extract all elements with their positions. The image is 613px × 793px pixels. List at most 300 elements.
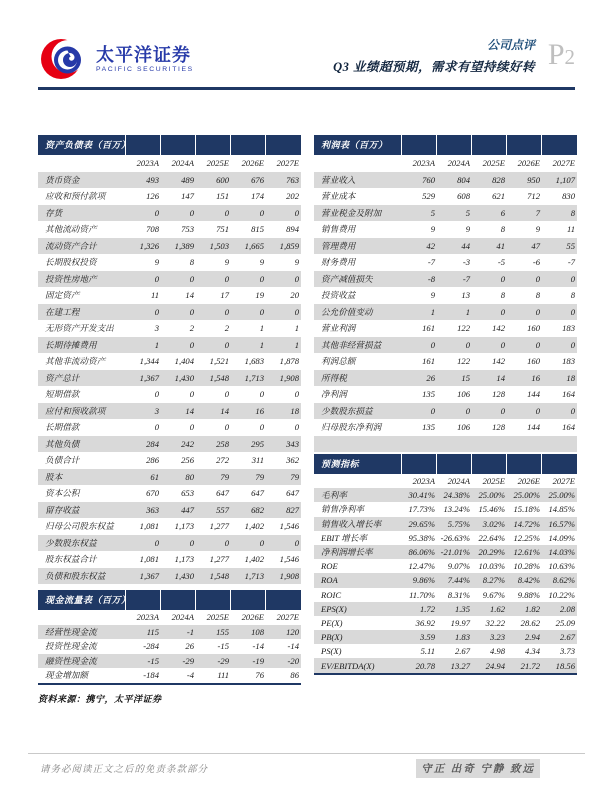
cell-value: 95.38% xyxy=(408,532,435,543)
row-label: ROA xyxy=(321,575,338,586)
cell-value: 135 xyxy=(422,422,435,433)
cell-value: 13.24% xyxy=(443,504,470,515)
cell-value: 16 xyxy=(531,372,540,383)
cell-value: 11 xyxy=(151,290,159,301)
cell-value: 11.70% xyxy=(409,589,435,600)
table-row xyxy=(38,419,301,436)
cell-value: 3.23 xyxy=(489,632,505,643)
row-label: 无形资产开发支出 xyxy=(45,323,114,334)
table-row xyxy=(314,488,577,502)
year-cell: 2023A xyxy=(136,158,159,169)
year-cell: 2023A xyxy=(412,476,435,487)
title-bar-cell xyxy=(196,590,231,610)
title-bar-cell xyxy=(38,135,131,155)
cell-value: 1 xyxy=(294,323,299,334)
cell-value: 708 xyxy=(146,224,159,235)
cell-value: 2.67 xyxy=(559,632,575,643)
cell-value: 1 xyxy=(154,339,159,350)
report-category: 公司点评 xyxy=(486,38,535,52)
cell-value: 122 xyxy=(457,356,470,367)
cell-value: -14 xyxy=(252,641,264,652)
table-row xyxy=(314,436,577,453)
cell-value: 9 xyxy=(154,257,159,268)
table-row xyxy=(314,588,577,602)
cell-value: 9.86% xyxy=(412,575,435,586)
cell-value: 815 xyxy=(251,224,264,235)
title-bar-cell xyxy=(542,135,577,155)
cell-value: 9 xyxy=(430,290,435,301)
year-cell: 2024A xyxy=(447,158,470,169)
cell-value: -21.01% xyxy=(440,547,470,558)
table-row xyxy=(314,419,577,436)
cell-value: 76 xyxy=(255,670,264,681)
year-cell: 2027E xyxy=(276,612,299,623)
cell-value: 1,908 xyxy=(279,570,299,581)
row-label: 毛利率 xyxy=(321,490,347,501)
cell-value: 1,173 xyxy=(174,521,194,532)
row-label: 营业收入 xyxy=(321,174,356,185)
cell-value: 0 xyxy=(189,422,194,433)
cell-value: 272 xyxy=(216,455,229,466)
cell-value: 155 xyxy=(216,626,229,637)
cell-value: 128 xyxy=(492,422,505,433)
table-row xyxy=(314,616,577,630)
cell-value: 0 xyxy=(189,389,194,400)
title-bar-cell xyxy=(161,590,196,610)
table-row xyxy=(314,271,577,288)
cell-value: 2.08 xyxy=(559,603,575,614)
cell-value: 0 xyxy=(224,389,229,400)
cash-flow-table xyxy=(38,590,301,685)
cell-value: 7 xyxy=(535,207,540,218)
cell-value: 827 xyxy=(286,504,299,515)
cell-value: 1,683 xyxy=(244,356,264,367)
table-row xyxy=(38,502,301,519)
cell-value: 5.11 xyxy=(420,646,435,657)
cell-value: 1,404 xyxy=(174,356,194,367)
report-title: Q3 业绩超预期，需求有望持续好转 xyxy=(333,60,535,74)
row-label: 管理费用 xyxy=(321,240,356,251)
footer-rule xyxy=(28,753,585,754)
year-header-row xyxy=(38,155,301,172)
title-bar-cell xyxy=(266,590,301,610)
cell-value: 86.06% xyxy=(408,547,435,558)
cell-value: 14.85% xyxy=(548,504,575,515)
table-row xyxy=(314,630,577,644)
row-label: 存货 xyxy=(45,207,63,218)
cell-value: 1,713 xyxy=(244,570,264,581)
row-label: 现金增加额 xyxy=(45,670,88,681)
cell-value: 13.27 xyxy=(450,660,470,671)
income-statement-table xyxy=(314,135,577,452)
year-cell: 2025E xyxy=(206,158,229,169)
table-title: 资产负债表（百万） xyxy=(45,140,131,150)
table-row xyxy=(314,644,577,658)
row-label: 资产总计 xyxy=(45,372,80,383)
cell-value: 1,546 xyxy=(279,554,299,565)
cell-value: 161 xyxy=(422,356,435,367)
row-label: 固定资产 xyxy=(45,290,80,301)
table-row xyxy=(314,370,577,387)
row-label: 净利润 xyxy=(321,389,347,400)
title-bar-cell xyxy=(314,135,402,155)
year-cell: 2026E xyxy=(241,612,264,623)
cell-value: 0 xyxy=(224,273,229,284)
cell-value: 676 xyxy=(251,174,264,185)
cell-value: 16 xyxy=(255,405,264,416)
cell-value: -19 xyxy=(252,655,264,666)
cell-value: 0 xyxy=(570,273,575,284)
cell-value: 493 xyxy=(146,174,159,185)
row-label: EV/EBITDA(X) xyxy=(321,660,375,671)
cell-value: -29 xyxy=(217,655,229,666)
year-cell: 2023A xyxy=(136,612,159,623)
cell-value: 9.67% xyxy=(482,589,505,600)
table-row xyxy=(38,221,301,238)
cell-value: 10.63% xyxy=(548,561,575,572)
cell-value: 174 xyxy=(251,191,264,202)
cell-value: 0 xyxy=(294,537,299,548)
year-cell: 2027E xyxy=(552,158,575,169)
cell-value: 0 xyxy=(224,207,229,218)
cell-value: 25.00% xyxy=(548,490,575,501)
cell-value: 36.92 xyxy=(415,617,435,628)
row-label: 股东权益合计 xyxy=(45,554,97,565)
cell-value: 14.09% xyxy=(548,532,575,543)
row-label: 少数股东损益 xyxy=(321,405,373,416)
row-label: 公允价值变动 xyxy=(321,306,373,317)
table-row xyxy=(314,517,577,531)
row-label: 应付和预收款项 xyxy=(45,405,106,416)
cell-value: 9 xyxy=(259,257,264,268)
table-row xyxy=(38,654,301,669)
cell-value: 18 xyxy=(290,405,299,416)
cell-value: 1,878 xyxy=(279,356,299,367)
cell-value: 14 xyxy=(185,405,194,416)
cell-value: 1,326 xyxy=(139,240,159,251)
cell-value: -15 xyxy=(217,641,229,652)
cell-value: 15.46% xyxy=(478,504,505,515)
row-label: 长期待摊费用 xyxy=(45,339,97,350)
logo-text xyxy=(96,45,194,74)
row-label: ROIC xyxy=(321,589,342,600)
cell-value: 284 xyxy=(146,438,159,449)
cell-value: 1 xyxy=(294,339,299,350)
table-title: 预测指标 xyxy=(321,459,360,469)
table-row xyxy=(38,518,301,535)
table-title: 现金流量表（百万） xyxy=(45,595,131,605)
cell-value: 0 xyxy=(430,339,435,350)
cell-value: 128 xyxy=(492,389,505,400)
title-bar-cell xyxy=(402,135,437,155)
cell-value: 183 xyxy=(562,356,575,367)
cell-value: 106 xyxy=(457,422,470,433)
right-column xyxy=(314,135,577,675)
row-label: 营业成本 xyxy=(321,191,356,202)
row-label: 所得税 xyxy=(321,372,347,383)
cell-value: 0 xyxy=(430,405,435,416)
table-row xyxy=(314,602,577,616)
cell-value: 24.38% xyxy=(443,490,470,501)
cell-value: 8 xyxy=(570,207,575,218)
cell-value: 151 xyxy=(216,191,229,202)
year-header-row xyxy=(314,474,577,488)
cell-value: 1.72 xyxy=(419,603,435,614)
cell-value: 8.42% xyxy=(517,575,540,586)
cell-value: 120 xyxy=(286,626,299,637)
table-row xyxy=(314,531,577,545)
cell-value: 5 xyxy=(465,207,470,218)
cell-value: 1,402 xyxy=(244,554,264,565)
cell-value: 9 xyxy=(430,224,435,235)
cell-value: 621 xyxy=(492,191,505,202)
cell-value: 0 xyxy=(465,405,470,416)
row-label: 其他负债 xyxy=(45,438,80,449)
cell-value: 0 xyxy=(570,339,575,350)
cell-value: 29.65% xyxy=(408,518,435,529)
cell-value: -284 xyxy=(143,641,159,652)
cell-value: 0 xyxy=(294,207,299,218)
cell-value: 147 xyxy=(181,191,194,202)
row-label: 货币资金 xyxy=(45,174,80,185)
year-cell: 2027E xyxy=(552,476,575,487)
page-num: 2 xyxy=(564,45,575,69)
title-bar-cell xyxy=(437,135,472,155)
cell-value: 14.03% xyxy=(548,547,575,558)
cell-value: 0 xyxy=(154,306,159,317)
cell-value: 0 xyxy=(154,207,159,218)
row-label: 销售净利率 xyxy=(321,504,364,515)
cell-value: 164 xyxy=(562,422,575,433)
page-letter: P xyxy=(547,38,565,71)
row-label: 股本 xyxy=(45,471,63,482)
cell-value: 0 xyxy=(294,422,299,433)
cell-value: 20 xyxy=(290,290,299,301)
row-label: 长期借款 xyxy=(45,422,80,433)
cell-value: 8.27% xyxy=(482,575,505,586)
cell-value: 1,665 xyxy=(244,240,264,251)
table-row xyxy=(314,559,577,573)
cell-value: 14 xyxy=(220,405,229,416)
cell-value: 1,548 xyxy=(209,372,229,383)
title-bar-cell xyxy=(507,454,542,474)
cell-value: 0 xyxy=(189,207,194,218)
cell-value: -1 xyxy=(186,626,194,637)
table-row xyxy=(38,403,301,420)
cell-value: 489 xyxy=(181,174,194,185)
cell-value: 20.29% xyxy=(478,547,505,558)
title-bar-cell xyxy=(126,590,161,610)
row-label: 流动资产合计 xyxy=(45,240,97,251)
cell-value: 10.28% xyxy=(513,561,540,572)
cell-value: 111 xyxy=(217,670,229,681)
title-bar-cell xyxy=(402,454,437,474)
cell-value: 0 xyxy=(259,306,264,317)
cell-value: 19 xyxy=(255,290,264,301)
cell-value: 1,402 xyxy=(244,521,264,532)
year-header-row xyxy=(38,610,301,625)
cell-value: 142 xyxy=(492,356,505,367)
title-bar-cell xyxy=(472,135,507,155)
cell-value: 0 xyxy=(154,273,159,284)
row-label: 长期股权投资 xyxy=(45,257,97,268)
cell-value: 0 xyxy=(154,389,159,400)
cell-value: 9 xyxy=(535,224,540,235)
cell-value: 1.82 xyxy=(524,603,540,614)
table-row xyxy=(38,568,301,585)
cell-value: 258 xyxy=(216,438,229,449)
cell-value: 763 xyxy=(286,174,299,185)
cell-value: 1,859 xyxy=(279,240,299,251)
table-row xyxy=(38,353,301,370)
cell-value: 108 xyxy=(251,626,264,637)
cell-value: 0 xyxy=(500,339,505,350)
cell-value: 30.41% xyxy=(408,490,435,501)
title-bar-cell xyxy=(161,135,196,155)
cell-value: 5.75% xyxy=(447,518,470,529)
cell-value: 41 xyxy=(496,240,505,251)
year-cell: 2024A xyxy=(171,612,194,623)
cell-value: 647 xyxy=(286,488,299,499)
table-row xyxy=(314,353,577,370)
cell-value: 8 xyxy=(570,290,575,301)
year-cell: 2023A xyxy=(412,158,435,169)
cell-value: 16.57% xyxy=(548,518,575,529)
cell-value: 1,277 xyxy=(209,554,229,565)
cell-value: 751 xyxy=(216,224,229,235)
cell-value: 0 xyxy=(224,422,229,433)
row-label: 短期借款 xyxy=(45,389,80,400)
table-row xyxy=(314,304,577,321)
title-bar-cell xyxy=(314,454,402,474)
row-label: PS(X) xyxy=(321,646,342,657)
cell-value: 447 xyxy=(181,504,194,515)
row-label: 销售费用 xyxy=(321,224,356,235)
cell-value: 79 xyxy=(220,471,229,482)
row-label: 资产减值损失 xyxy=(321,273,373,284)
logo-mark-icon xyxy=(40,34,90,84)
cell-value: 1,430 xyxy=(174,570,194,581)
cell-value: 14 xyxy=(185,290,194,301)
cell-value: 0 xyxy=(500,273,505,284)
table-row xyxy=(38,205,301,222)
title-bar-cell xyxy=(437,454,472,474)
cell-value: 1 xyxy=(259,323,264,334)
cell-value: 1,548 xyxy=(209,570,229,581)
table-row xyxy=(314,573,577,587)
table-row xyxy=(314,287,577,304)
cell-value: 8 xyxy=(500,224,505,235)
cell-value: 286 xyxy=(146,455,159,466)
cell-value: 0 xyxy=(535,273,540,284)
table-row xyxy=(38,370,301,387)
table-title-bar xyxy=(314,135,577,155)
table-row xyxy=(314,337,577,354)
title-bar-cell xyxy=(126,135,161,155)
cell-value: -8 xyxy=(427,273,435,284)
cell-value: 0 xyxy=(535,339,540,350)
cell-value: 1,081 xyxy=(139,554,159,565)
cell-value: 25.09 xyxy=(555,617,575,628)
cell-value: 0 xyxy=(189,273,194,284)
cell-value: 1.35 xyxy=(454,603,470,614)
table-title-bar xyxy=(38,590,301,610)
year-cell: 2025E xyxy=(482,158,505,169)
cell-value: 712 xyxy=(527,191,540,202)
row-label: 净利润增长率 xyxy=(321,547,373,558)
year-cell: 2025E xyxy=(482,476,505,487)
cell-value: 311 xyxy=(251,455,264,466)
table-row xyxy=(38,337,301,354)
title-bar-cell xyxy=(231,135,266,155)
row-label: 营业税金及附加 xyxy=(321,207,382,218)
title-bar-cell xyxy=(231,590,266,610)
cell-value: 1,546 xyxy=(279,521,299,532)
cell-value: 1,713 xyxy=(244,372,264,383)
cell-value: 0 xyxy=(294,389,299,400)
cell-value: 760 xyxy=(422,174,435,185)
cell-value: -5 xyxy=(497,257,505,268)
cell-value: 1.62 xyxy=(489,603,505,614)
pacific-securities-logo xyxy=(40,34,194,84)
cell-value: 8.62% xyxy=(552,575,575,586)
cell-value: 8 xyxy=(535,290,540,301)
cell-value: 608 xyxy=(457,191,470,202)
cell-value: 18 xyxy=(566,372,575,383)
cell-value: 1 xyxy=(465,306,470,317)
table-row xyxy=(38,551,301,568)
cell-value: 135 xyxy=(422,389,435,400)
table-row xyxy=(38,287,301,304)
cell-value: 256 xyxy=(181,455,194,466)
cell-value: 126 xyxy=(146,191,159,202)
cell-value: 682 xyxy=(251,504,264,515)
cell-value: 106 xyxy=(457,389,470,400)
title-bar-cell xyxy=(542,454,577,474)
table-row xyxy=(38,172,301,189)
table-row xyxy=(314,172,577,189)
row-label: 经营性现金流 xyxy=(45,626,97,637)
cell-value: 1,389 xyxy=(174,240,194,251)
table-row xyxy=(314,502,577,516)
cell-value: 115 xyxy=(146,626,159,637)
row-label: 其他流动资产 xyxy=(45,224,97,235)
cell-value: 647 xyxy=(216,488,229,499)
row-label: 营业利润 xyxy=(321,323,356,334)
cell-value: 28.62 xyxy=(520,617,540,628)
row-label: 利润总额 xyxy=(321,356,356,367)
cell-value: 4.98 xyxy=(489,646,505,657)
cell-value: 61 xyxy=(150,471,159,482)
cell-value: 25.00% xyxy=(513,490,540,501)
row-label: 投资收益 xyxy=(321,290,356,301)
row-label: 负债合计 xyxy=(45,455,80,466)
table-row xyxy=(314,545,577,559)
cell-value: 25.00% xyxy=(478,490,505,501)
cell-value: 1 xyxy=(259,339,264,350)
table-row xyxy=(38,238,301,255)
cell-value: 0 xyxy=(570,405,575,416)
row-label: 少数股东权益 xyxy=(45,537,97,548)
row-label: 投资性房地产 xyxy=(45,273,97,284)
cell-value: 0 xyxy=(224,339,229,350)
table-row xyxy=(314,403,577,420)
cell-value: 0 xyxy=(154,422,159,433)
table-row xyxy=(38,485,301,502)
cell-value: 1,344 xyxy=(139,356,159,367)
title-bar-cell xyxy=(38,590,131,610)
cell-value: 183 xyxy=(562,323,575,334)
